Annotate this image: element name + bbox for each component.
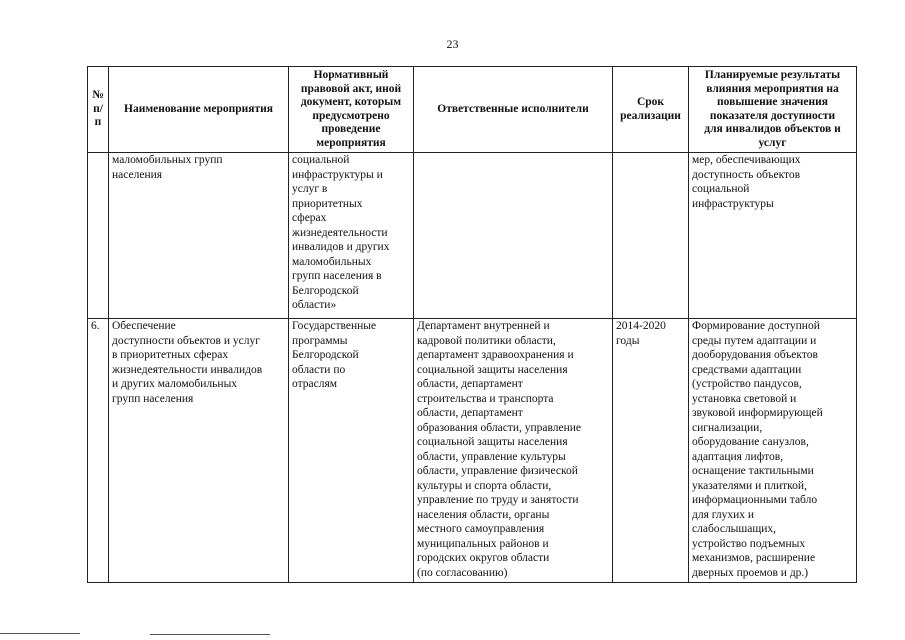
row-executors: [414, 153, 613, 319]
header-term: Срок реализации: [613, 67, 689, 153]
header-event-name: Наименование мероприятия: [109, 67, 289, 153]
header-number: № п/п: [88, 67, 109, 153]
header-results: Планируемые результаты влияния мероприятия на повышение значения показателя доступности для инвалидов объектов и услуг: [689, 67, 857, 153]
row-number: 6.: [88, 319, 109, 583]
row-legal-act: социальной инфраструктуры и услуг в приоритетных сферах жизнедеятельности инвалидов и других маломобильных групп населения в Белгородской области»: [289, 153, 414, 319]
row-executors: Департамент внутренней и кадровой политики области, департамент здравоохранения и социальной защиты населения области, департамент строительства и транспорта области, департамент образования области, управление социальной защиты населения области, управление культуры области, управление физической культуры и спорта области, управление по труду и занятости населения области, органы местного самоуправления муниципальных районов и городских округов области (по согласованию): [414, 319, 613, 583]
table-header-row: [88, 67, 857, 153]
row-event-name: Обеспечение доступности объектов и услуг в приоритетных сферах жизнедеятельности инвалидов и других маломобильных групп населения: [109, 319, 289, 583]
row-results: Формирование доступной среды путем адаптации и дооборудования объектов средствами адаптации (устройство пандусов, установка световой и звуковой информирующей сигнализации, оборудование санузлов, адаптация лифтов, оснащение тактильными указателями и плиткой, информационными табло для глухих и слабослышащих, устройство подъемных механизмов, расширение дверных проемов и др.): [689, 319, 857, 583]
footer-rule-right: [150, 634, 270, 635]
page-number: 23: [446, 37, 459, 51]
header-executors: Ответственные исполнители: [414, 67, 613, 153]
row-term: 2014-2020 годы: [613, 319, 689, 583]
row-term: [613, 153, 689, 319]
header-legal-act: Нормативный правовой акт, иной документ, которым предусмотрено проведение мероприятия: [289, 67, 414, 153]
measures-table: [87, 66, 857, 583]
table-row: [88, 319, 857, 583]
footer-rule-left: [0, 633, 80, 634]
row-legal-act: Государственные программы Белгородской области по отраслям: [289, 319, 414, 583]
row-results: мер, обеспечивающих доступность объектов социальной инфраструктуры: [689, 153, 857, 319]
row-event-name: маломобильных групп населения: [109, 153, 289, 319]
table-row: [88, 153, 857, 319]
row-number: [88, 153, 109, 319]
